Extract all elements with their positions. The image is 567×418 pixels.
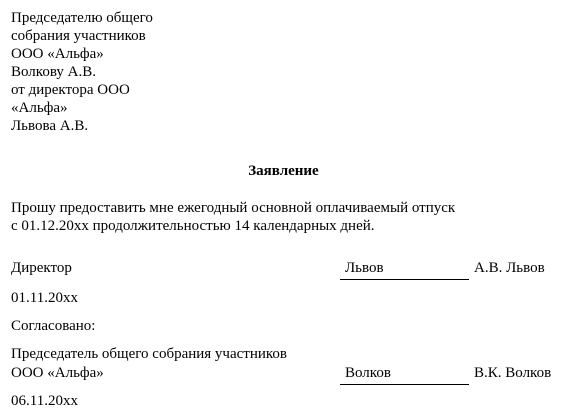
director-name: А.В. Львов	[474, 260, 545, 276]
approval-signature-line	[340, 384, 469, 385]
approval-name: В.К. Волков	[474, 365, 552, 381]
sender-name: Львова А.В.	[11, 118, 89, 134]
approval-position: Председатель общего собрания участников	[11, 346, 288, 362]
director-date: 01.11.20хх	[11, 290, 78, 306]
addressee-name: Волкову А.В.	[11, 64, 96, 80]
document-title: Заявление	[248, 163, 319, 179]
sender-line: «Альфа»	[11, 100, 68, 116]
director-signature: Львов	[345, 260, 384, 276]
approval-organization: ООО «Альфа»	[11, 365, 104, 381]
approval-date: 06.11.20хх	[11, 393, 78, 409]
addressee-line: Председателю общего	[11, 10, 153, 26]
addressee-line: собрания участников	[11, 28, 146, 44]
addressee-line: ООО «Альфа»	[11, 46, 104, 62]
director-position: Директор	[11, 260, 72, 276]
director-signature-line	[340, 279, 469, 280]
approval-signature: Волков	[345, 365, 391, 381]
sender-line: от директора ООО	[11, 82, 130, 98]
body-line: с 01.12.20хх продолжительностью 14 календарных дней.	[11, 218, 375, 234]
approval-label: Согласовано:	[11, 318, 96, 334]
body-line: Прошу предоставить мне ежегодный основной оплачиваемый отпуск	[11, 200, 456, 216]
